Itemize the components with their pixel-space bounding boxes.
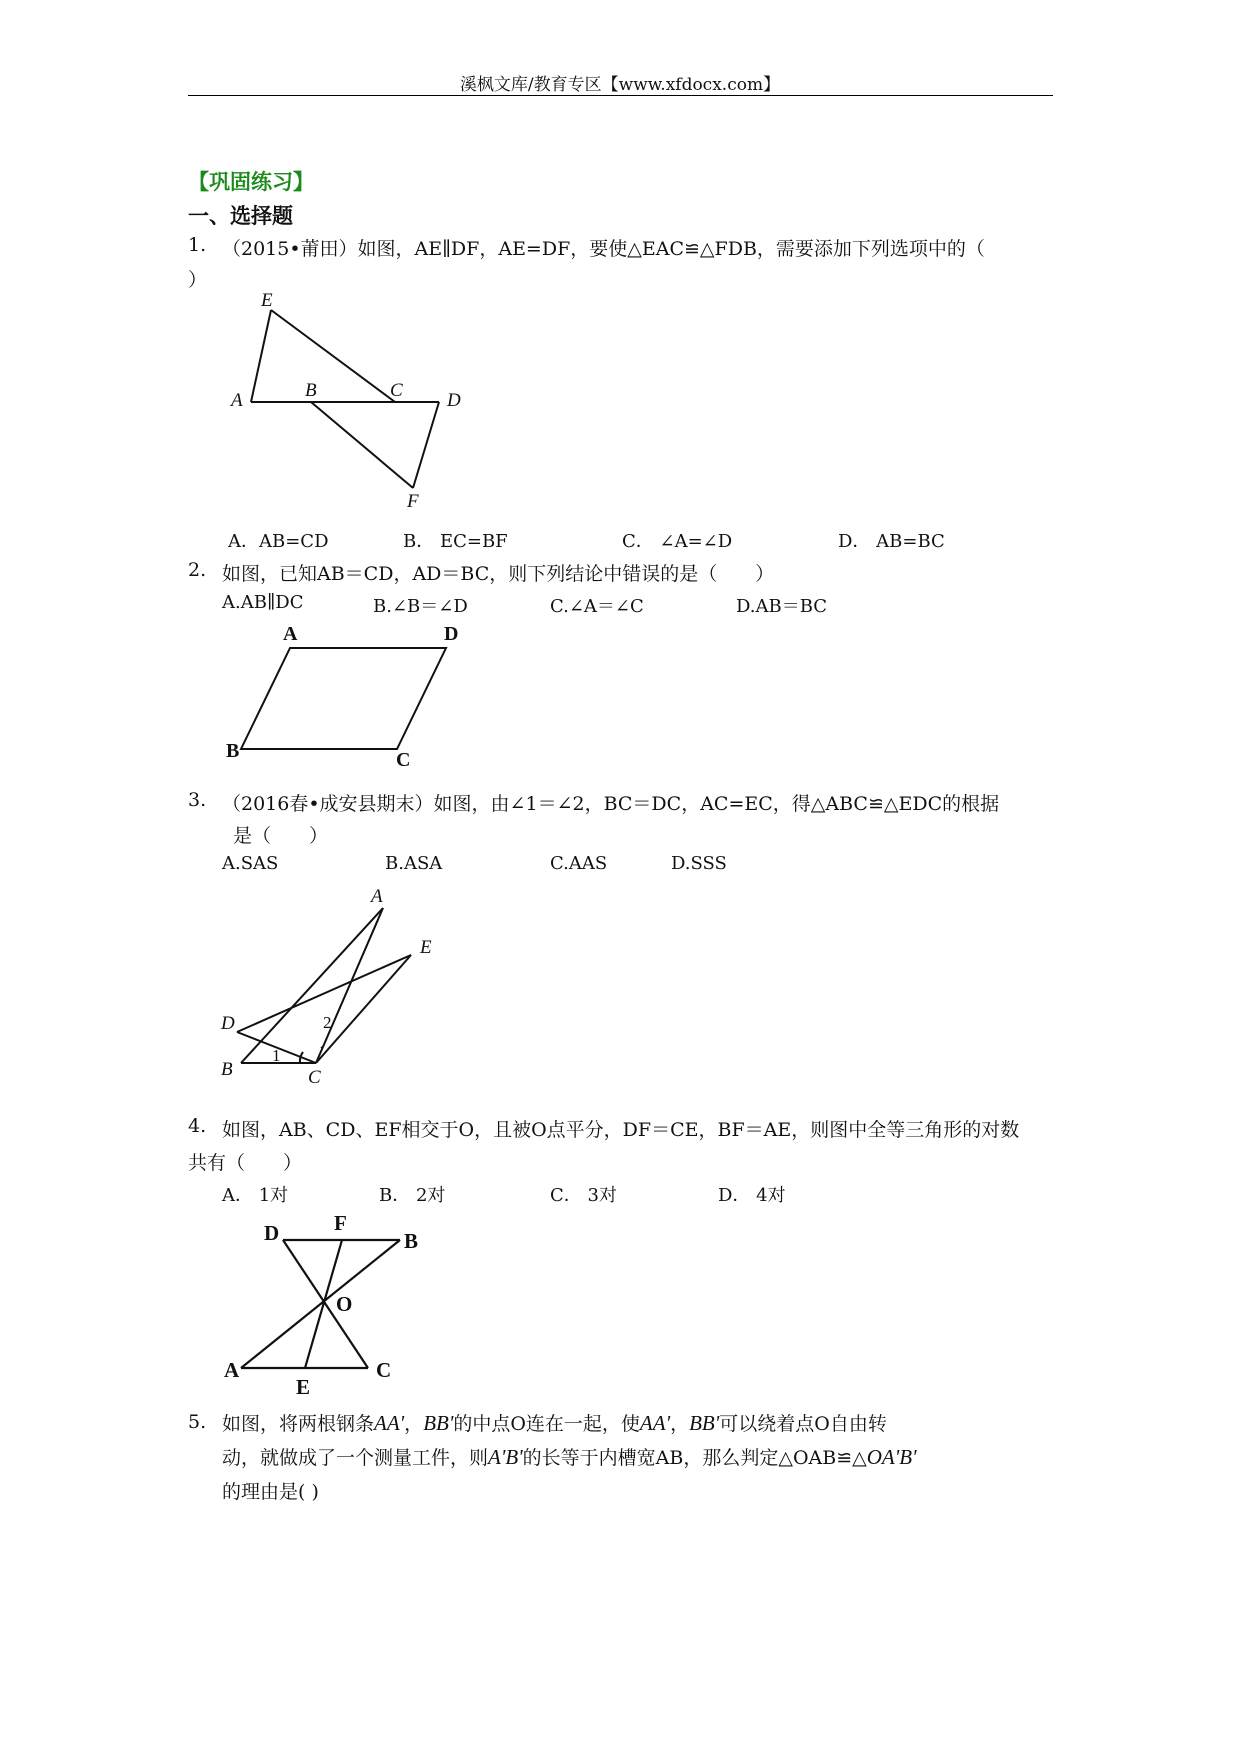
q3-label-b: B (221, 1059, 233, 1080)
q1-number: 1. (188, 234, 207, 256)
q2-option-c[interactable]: C.∠A＝∠C (550, 596, 644, 617)
q3-label-1: 1 (272, 1046, 281, 1065)
q3-label-e: E (420, 937, 432, 958)
q2-text-line1: 如图，已知AB＝CD，AD＝BC，则下列结论中错误的是（ ） (222, 563, 775, 585)
q5-text-line1: 如图，将两根钢条AA'，BB'的中点O连在一起，使AA'，BB'可以绕着点O自由转 (222, 1411, 887, 1435)
q1-option-d[interactable]: D． AB=BC (838, 531, 945, 552)
q3-figure (215, 880, 445, 1085)
q1-option-a[interactable]: A．AB=CD (228, 531, 329, 552)
q3-label-2: 2 (323, 1013, 332, 1032)
page-header: 溪枫文库/教育专区【www.xfdocx.com】 (459, 75, 781, 95)
q5-text-line2: 动，就做成了一个测量工件，则A'B'的长等于内槽宽AB，那么判定△OAB≌△OA'B' (222, 1445, 917, 1469)
q4-label-e: E (296, 1375, 311, 1398)
q4-label-a: A (224, 1358, 240, 1382)
q4-label-o: O (336, 1292, 353, 1316)
q4-option-a[interactable]: A． 1对 (222, 1185, 289, 1206)
q5-text-line3: 的理由是( ) (222, 1481, 319, 1503)
q2-option-d[interactable]: D.AB＝BC (736, 596, 828, 617)
q1-label-b: B (305, 380, 317, 401)
q3-option-a[interactable]: A.SAS (222, 853, 279, 874)
q3-label-c: C (308, 1067, 321, 1085)
q1-figure (225, 288, 475, 513)
q2-label-d: D (444, 623, 459, 645)
q5-number: 5. (188, 1411, 207, 1433)
q4-figure (220, 1208, 430, 1398)
q3-option-b[interactable]: B.ASA (385, 853, 443, 874)
q1-option-b[interactable]: B． EC=BF (403, 531, 508, 552)
q1-text-line2: ） (188, 269, 208, 291)
q1-label-f: F (407, 491, 419, 512)
q1-label-c: C (390, 380, 403, 401)
q2-figure (220, 618, 470, 768)
q2-label-a: A (283, 623, 298, 645)
q2-label-b: B (226, 740, 240, 762)
q4-label-b: B (404, 1229, 419, 1253)
section-subtitle: 一、选择题 (188, 204, 293, 228)
q2-option-b[interactable]: B.∠B＝∠D (373, 596, 468, 617)
q3-text-line1: （2016春•成安县期末）如图，由∠1＝∠2，BC＝DC，AC=EC，得△ABC≌△EDC的根据 (222, 793, 1000, 815)
q1-text-line1: （2015•莆田）如图，AE∥DF，AE=DF，要使△EAC≌△FDB，需要添加下列选项中的（ (222, 238, 985, 260)
q4-option-b[interactable]: B． 2对 (379, 1185, 446, 1206)
q4-option-d[interactable]: D． 4对 (718, 1185, 786, 1206)
q4-label-d: D (264, 1221, 280, 1245)
q5-math-bb2: BB' (689, 1411, 720, 1435)
q2-number: 2. (188, 559, 207, 581)
q4-label-c: C (376, 1358, 392, 1382)
q5-math-aa1: AA' (374, 1411, 405, 1435)
q2-label-c: C (396, 749, 411, 768)
q4-text-line1: 如图，AB、CD、EF相交于O，且被O点平分，DF＝CE，BF＝AE，则图中全等三角形的对数 (222, 1119, 1020, 1141)
q3-label-d: D (221, 1013, 235, 1034)
q3-option-c[interactable]: C.AAS (550, 853, 608, 874)
q5-math-oab: OA'B' (866, 1445, 917, 1469)
q1-option-c[interactable]: C． ∠A=∠D (622, 531, 733, 552)
q5-math-ab: A'B' (488, 1445, 523, 1469)
q4-text-line2: 共有（ ） (188, 1152, 303, 1174)
q3-number: 3. (188, 789, 207, 811)
q1-label-e: E (261, 290, 273, 311)
q4-number: 4. (188, 1115, 207, 1137)
q3-label-a: A (371, 886, 383, 907)
q3-option-d[interactable]: D.SSS (671, 853, 727, 874)
header-divider (188, 95, 1053, 96)
q4-label-f: F (334, 1211, 347, 1235)
section-title: 【巩固练习】 (188, 170, 314, 194)
q1-label-a: A (231, 390, 243, 411)
q5-math-aa2: AA' (639, 1411, 671, 1435)
q4-option-c[interactable]: C． 3对 (550, 1185, 617, 1206)
q1-label-d: D (447, 390, 461, 411)
q3-text-line2: 是（ ） (233, 825, 329, 847)
q5-math-bb1: BB' (423, 1411, 454, 1435)
q2-option-a[interactable]: A.AB∥DC (222, 592, 304, 613)
